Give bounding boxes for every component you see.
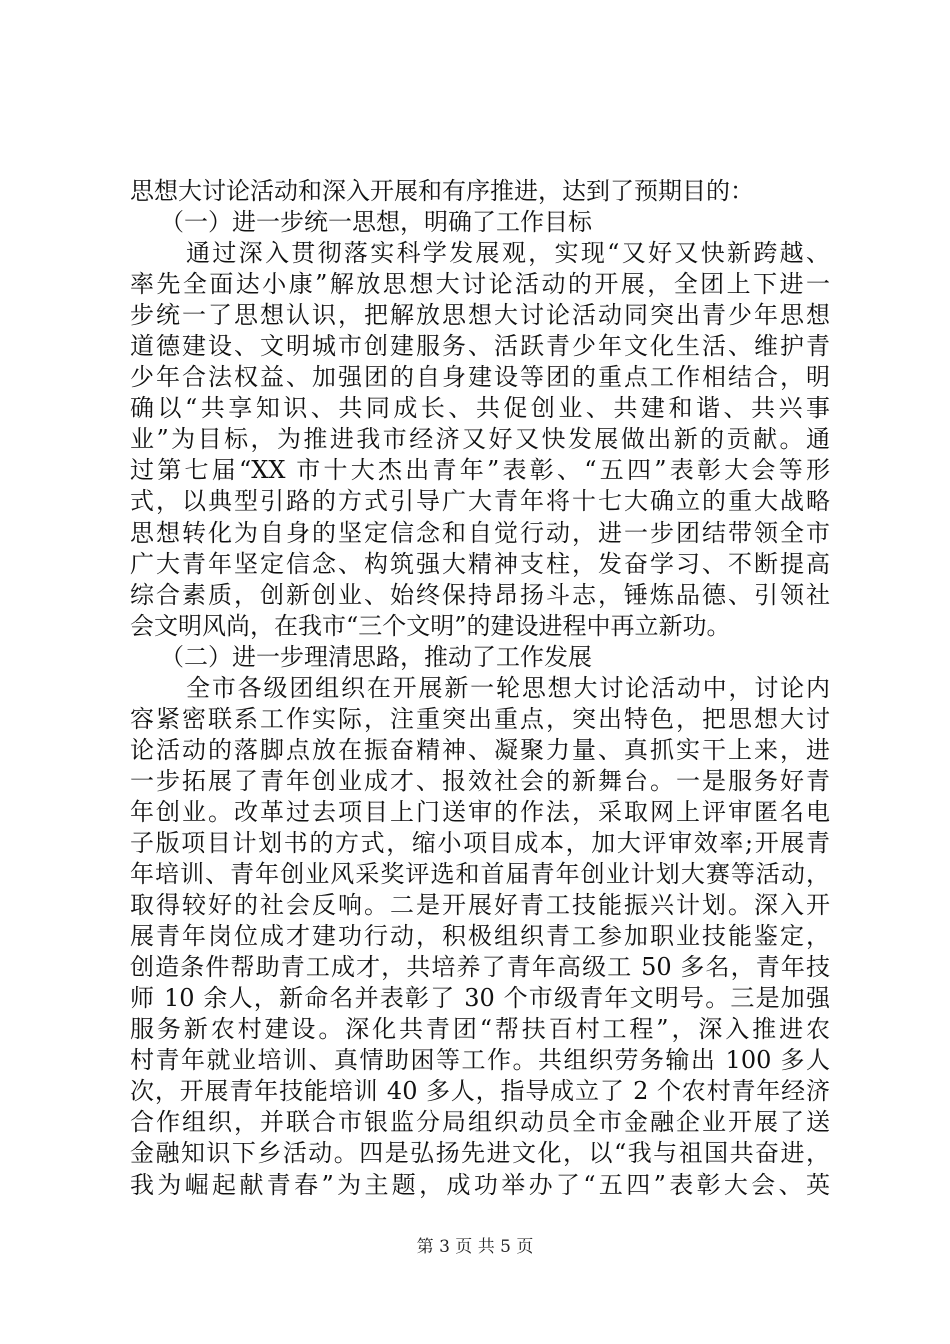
section-heading-2: （二）进一步理清思路，推动了工作发展 <box>160 642 592 671</box>
text-line: 年培训、青年创业风采奖评选和首届青年创业计划大赛等活动， <box>130 860 830 889</box>
text-line: 创造条件帮助青工成才，共培养了青年高级工 50 多名，青年技 <box>130 953 830 982</box>
text-line: 式，以典型引路的方式引导广大青年将十七大确立的重大战略 <box>130 487 830 516</box>
text-line: 思想大讨论活动和深入开展和有序推进，达到了预期目的： <box>130 177 754 205</box>
text-line: 村青年就业培训、真情助困等工作。共组织劳务输出 100 多人 <box>130 1046 830 1075</box>
text-line: 步统一了思想认识，把解放思想大讨论活动同突出青少年思想 <box>130 301 830 330</box>
body-text <box>130 176 830 1201</box>
text-line: 确以“共享知识、共同成长、共促创业、共建和谐、共兴事 <box>130 394 830 423</box>
text-line: 业”为目标，为推进我市经济又好又快发展做出新的贡献。通 <box>130 425 830 454</box>
section-heading-1: （一）进一步统一思想，明确了工作目标 <box>160 208 592 237</box>
text-line: 广大青年坚定信念、构筑强大精神支柱，发奋学习、不断提高 <box>130 549 830 578</box>
text-line: 合作组织，并联合市银监分局组织动员全市金融企业开展了送 <box>130 1108 830 1137</box>
text-line: 通过深入贯彻落实科学发展观，实现“又好又快新跨越、 <box>186 239 830 268</box>
text-line: 少年合法权益、加强团的自身建设等团的重点工作相结合，明 <box>130 363 830 392</box>
text-line: 师 10 余人，新命名并表彰了 30 个市级青年文明号。三是加强 <box>130 984 830 1013</box>
text-line: 子版项目计划书的方式，缩小项目成本，加大评审效率;开展青 <box>130 828 830 857</box>
text-line: 我为崛起献青春”为主题，成功举办了“五四”表彰大会、英 <box>130 1170 830 1199</box>
page-number-footer: 第 3 页 共 5 页 <box>416 1237 534 1257</box>
text-line: 全市各级团组织在开展新一轮思想大讨论活动中，讨论内 <box>186 673 830 702</box>
text-line: 年创业。改革过去项目上门送审的作法，采取网上评审匿名电 <box>130 797 830 826</box>
text-line: 过第七届“XX 市十大杰出青年”表彰、“五四”表彰大会等形 <box>130 456 830 485</box>
text-line: 道德建设、文明城市创建服务、活跃青少年文化生活、维护青 <box>130 332 830 361</box>
text-line: 论活动的落脚点放在振奋精神、凝聚力量、真抓实干上来，进 <box>130 735 830 764</box>
text-line: 金融知识下乡活动。四是弘扬先进文化，以“我与祖国共奋进， <box>130 1139 830 1168</box>
text-line: 一步拓展了青年创业成才、报效社会的新舞台。一是服务好青 <box>130 766 830 795</box>
text-line: 次，开展青年技能培训 40 多人，指导成立了 2 个农村青年经济 <box>130 1077 830 1106</box>
text-line: 取得较好的社会反响。二是开展好青工技能振兴计划。深入开 <box>130 891 830 920</box>
text-line: 容紧密联系工作实际，注重突出重点，突出特色，把思想大讨 <box>130 704 830 733</box>
text-line: 率先全面达小康”解放思想大讨论活动的开展，全团上下进一 <box>130 270 830 299</box>
text-line: 思想转化为自身的坚定信念和自觉行动，进一步团结带领全市 <box>130 518 830 547</box>
text-line: 服务新农村建设。深化共青团“帮扶百村工程”，深入推进农 <box>130 1015 830 1044</box>
text-line: 综合素质，创新创业、始终保持昂扬斗志，锤炼品德、引领社 <box>130 580 830 609</box>
text-line: 会文明风尚，在我市“三个文明”的建设进程中再立新功。 <box>130 611 731 640</box>
text-line: 展青年岗位成才建功行动，积极组织青工参加职业技能鉴定， <box>130 922 830 951</box>
